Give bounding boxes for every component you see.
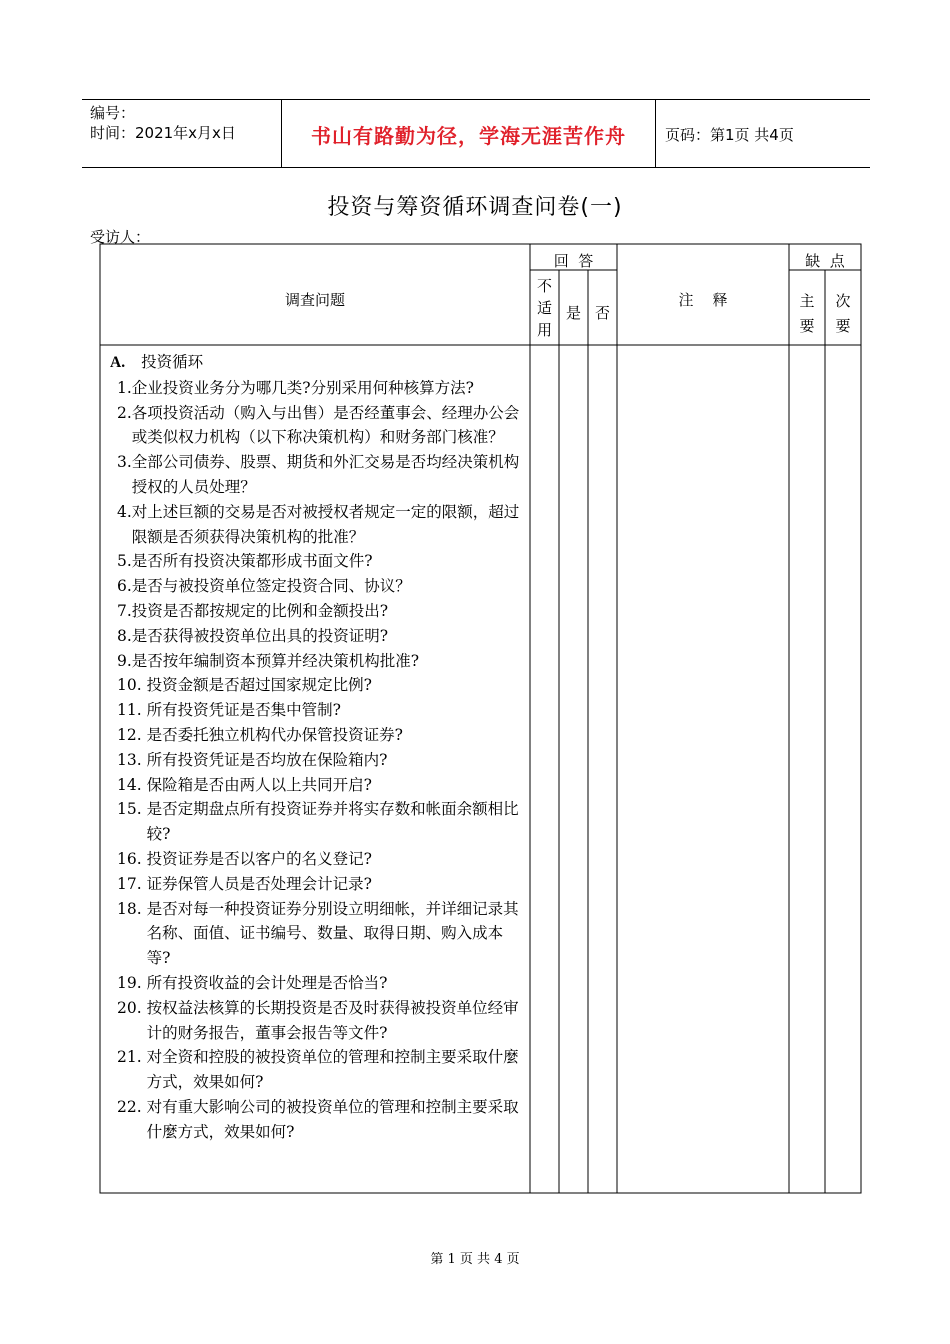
column-header-minor: 次 要 [835, 292, 851, 335]
question-text: 企业投资业务分为哪几类?分别采用何种核算方法? [131, 378, 474, 397]
header-motto: 书山有路勤为径，学海无涯苦作舟 [311, 124, 626, 148]
question-item [110, 649, 526, 674]
question-number: 5. [117, 552, 132, 571]
document-number-label: 编号： [90, 104, 136, 122]
question-item [110, 673, 526, 698]
question-text: 是否定期盘点所有投资证券并将实存数和帐面余额相比较? [146, 800, 519, 844]
question-item [110, 748, 526, 773]
question-text: 是否按年编制资本预算并经决策机构批准? [131, 651, 420, 670]
question-text: 保险箱是否由两人以上共同开启? [146, 775, 372, 794]
header-top-rule [82, 99, 870, 100]
column-header-answer: 回 答 [553, 252, 594, 270]
column-header-question: 调查问题 [284, 291, 345, 309]
question-text: 是否委托独立机构代办保管投资证券? [146, 725, 403, 744]
section-title: 投资循环 [141, 353, 204, 371]
question-item [110, 872, 526, 897]
question-item [110, 599, 526, 624]
column-header-yes: 是 [565, 304, 581, 322]
question-text: 对全资和控股的被投资单位的管理和控制主要采取什麼方式，效果如何? [146, 1048, 519, 1092]
question-number: 17. [117, 874, 147, 893]
question-number: 15. [117, 800, 147, 819]
question-item [110, 971, 526, 996]
header-divider-right [655, 99, 656, 167]
question-item [110, 847, 526, 872]
question-item [110, 1045, 526, 1095]
document-date-label: 时间：2021年x月x日 [90, 124, 236, 142]
question-number: 11. [117, 701, 147, 720]
question-number: 13. [117, 750, 147, 769]
question-item [110, 996, 526, 1046]
question-number: 3. [117, 453, 132, 472]
question-text: 所有投资凭证是否均放在保险箱内? [146, 750, 388, 769]
question-text: 各项投资活动（购入与出售）是否经董事会、经理办公会或类似权力机构（以下称决策机构）和财务部门核准？ [131, 403, 520, 447]
question-text: 证券保管人员是否处理会计记录? [146, 874, 372, 893]
question-item [110, 500, 526, 550]
header-page-label: 页码：第1页 共4页 [665, 126, 794, 144]
column-header-no: 否 [594, 304, 610, 322]
section-letter: A. [110, 354, 126, 371]
question-number: 1. [117, 378, 132, 397]
question-text: 投资金额是否超过国家规定比例? [146, 676, 372, 695]
question-item [110, 376, 526, 401]
question-number: 6. [117, 577, 132, 596]
question-text: 是否所有投资决策都形成书面文件? [131, 552, 373, 571]
question-item [110, 897, 526, 971]
column-header-major: 主 要 [799, 292, 815, 335]
column-header-notes: 注 释 [678, 291, 728, 309]
question-number: 10. [117, 676, 147, 695]
question-text: 是否与被投资单位签定投资合同、协议？ [131, 577, 411, 596]
section-heading [110, 350, 526, 376]
question-text: 是否获得被投资单位出具的投资证明? [131, 626, 389, 645]
question-number: 9. [117, 651, 132, 670]
question-text: 投资是否都按规定的比例和金额投出? [131, 601, 389, 620]
question-text: 所有投资收益的会计处理是否恰当? [146, 973, 388, 992]
question-item [110, 723, 526, 748]
document-title: 投资与筹资循环调查问卷(一) [327, 195, 623, 220]
question-number: 14. [117, 775, 147, 794]
question-number: 22. [117, 1097, 147, 1116]
question-number: 18. [117, 899, 147, 918]
question-text: 所有投资凭证是否集中管制? [146, 701, 341, 720]
question-number: 7. [117, 601, 132, 620]
question-number: 20. [117, 998, 147, 1017]
question-number: 19. [117, 973, 147, 992]
question-number: 8. [117, 626, 132, 645]
question-item [110, 773, 526, 798]
question-item [110, 624, 526, 649]
question-text: 投资证券是否以客户的名义登记? [146, 849, 372, 868]
question-text: 是否对每一种投资证券分别设立明细帐，并详细记录其名称、面值、证书编号、数量、取得日期、购入成本等? [146, 899, 519, 968]
question-text: 对有重大影响公司的被投资单位的管理和控制主要采取什麼方式，效果如何? [146, 1097, 519, 1141]
question-item [110, 450, 526, 500]
page-footer: 第 1 页 共 4 页 [430, 1252, 520, 1267]
column-header-defect: 缺 点 [805, 252, 845, 270]
question-item [110, 1095, 526, 1145]
question-item [110, 698, 526, 723]
question-text: 按权益法核算的长期投资是否及时获得被投资单位经审计的财务报告，董事会报告等文件? [146, 998, 519, 1042]
interviewee-label: 受访人： [90, 228, 151, 246]
question-number: 2. [117, 403, 132, 422]
question-number: 21. [117, 1048, 147, 1067]
question-number: 4. [117, 502, 132, 521]
question-text: 全部公司债券、股票、期货和外汇交易是否均经决策机构授权的人员处理？ [131, 453, 520, 496]
column-header-not-applicable: 不 适 用 [536, 277, 552, 339]
question-list [110, 350, 526, 1145]
question-item [110, 797, 526, 847]
question-text: 对上述巨额的交易是否对被授权者规定一定的限额，超过限额是否须获得决策机构的批准？ [131, 502, 520, 546]
header-bottom-rule [82, 167, 870, 168]
question-item [110, 401, 526, 451]
questions [110, 376, 526, 1145]
question-item [110, 574, 526, 599]
question-number: 16. [117, 849, 147, 868]
question-number: 12. [117, 725, 147, 744]
question-item [110, 549, 526, 574]
